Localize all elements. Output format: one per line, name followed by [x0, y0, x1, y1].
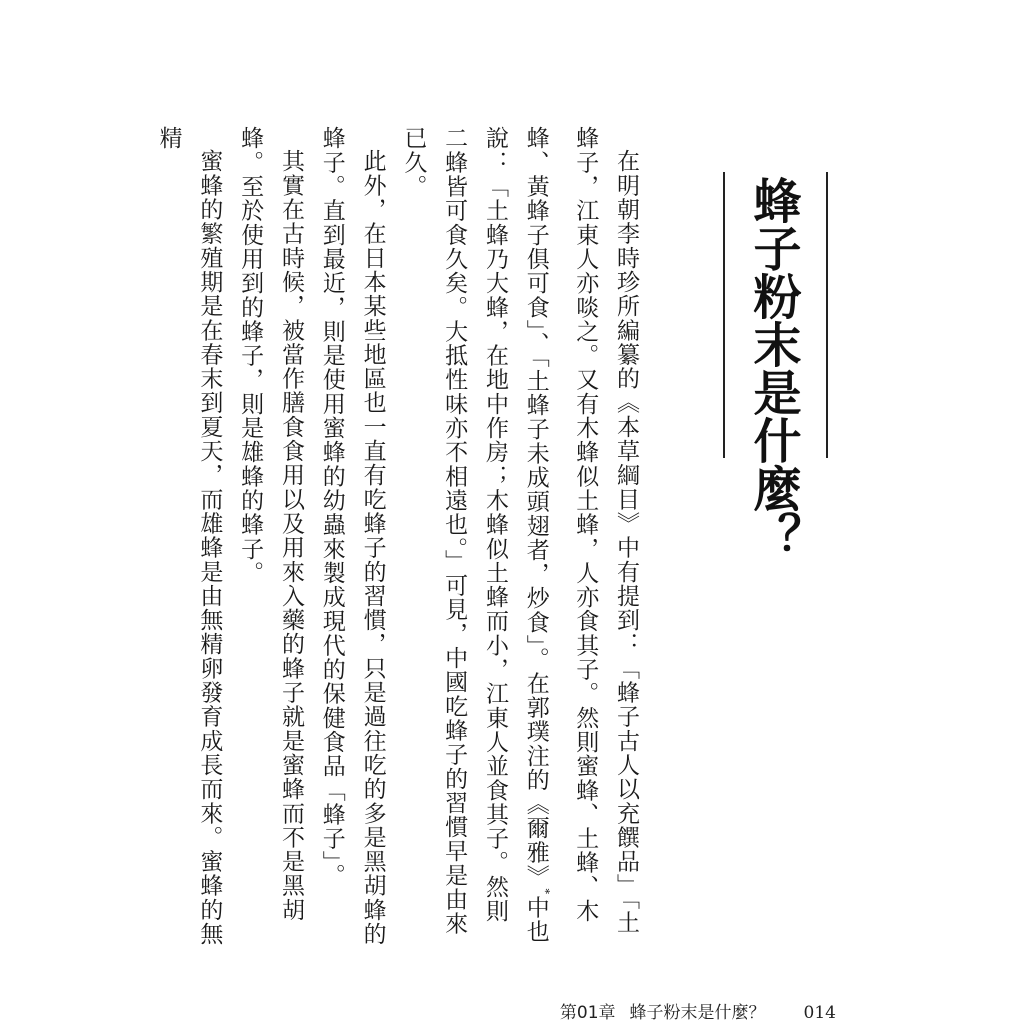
footer-chapter-title: 蜂子粉末是什麼？	[629, 1003, 766, 1023]
paragraph-1-text: 在明朝李時珍所編纂的《本草綱目》中有提到：「蜂子古人以充饌品」「土蜂子，江東人亦啖之。又有木蜂似土蜂，人亦食其子。然則蜜蜂、土蜂、木蜂、黃蜂子俱可食」、「土蜂子未成頭翅者，炒食」。在郭璞注的《爾雅》	[522, 126, 639, 935]
paragraph-1	[393, 126, 646, 946]
title-rule-right	[826, 172, 828, 458]
body-text	[155, 126, 646, 946]
footer-chapter-label: 第01章	[559, 1003, 616, 1023]
paragraph-4: 蜜蜂的繁殖期是在春末到夏天，而雄蜂是由無精卵發育成長而來。蜜蜂的無精	[155, 126, 223, 946]
page-footer	[560, 998, 836, 1023]
paragraph-2: 此外，在日本某些地區也一直有吃蜂子的習慣，只是過往吃的多是黑胡蜂的蜂子。直到最近，則是使用蜜蜂的幼蟲來製成現代的保健食品「蜂子」。	[318, 126, 386, 946]
title-rule-left	[723, 172, 725, 458]
chapter-title: 蜂子粉末是什麼？	[745, 176, 801, 560]
footnote-marker: *	[538, 888, 552, 896]
paragraph-1-continued: 中也說：「土蜂乃大蜂，在地中作房；木蜂似土蜂而小，江東人並食其子。然則二蜂皆可食久矣。大抵性味亦不相遠也。」可見，中國吃蜂子的習慣早是由來已久。	[400, 126, 549, 944]
paragraph-3: 其實在古時候，被當作膳食食用以及用來入藥的蜂子就是蜜蜂而不是黑胡蜂。至於使用到的蜂子，則是雄蜂的蜂子。	[237, 126, 304, 922]
page-number: 014	[803, 1003, 836, 1023]
